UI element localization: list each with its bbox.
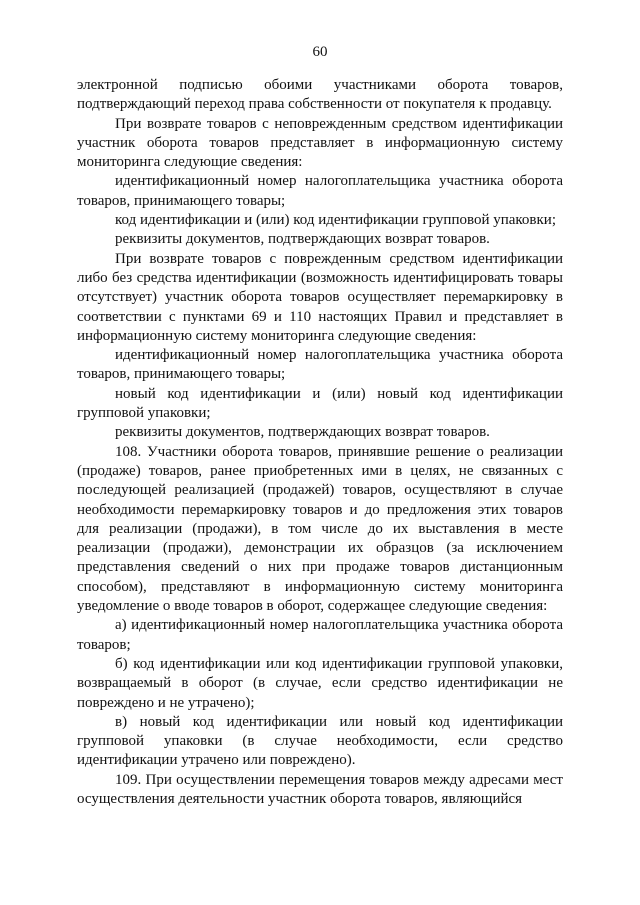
subclause-b: б) код идентификации или код идентификации групповой упаковки, возвращаемый в оборот (в случае, если средство идентификации не повреждено и не утрачено); (77, 655, 563, 711)
subclause-a: а) идентификационный номер налогоплательщика участника оборота товаров; (77, 617, 563, 653)
list-item: реквизиты документов, подтверждающих возврат товаров. (115, 231, 490, 248)
list-item: реквизиты документов, подтверждающих возврат товаров. (115, 424, 490, 441)
list-item: код идентификации и (или) код идентификации групповой упаковки; (115, 212, 556, 229)
body-text (77, 76, 563, 809)
paragraph-continuation: электронной подписью обоими участниками оборота товаров, подтверждающий переход права собственности от покупателя к продавцу. (77, 77, 563, 113)
subclause-v: в) новый код идентификации или новый код идентификации групповой упаковки (в случае необходимости, если средство идентификации утрачено или повреждено). (77, 713, 563, 769)
clause-108: 108. Участники оборота товаров, принявшие решение о реализации (продаже) товаров, ранее приобретенных ими в целях, не связанных с последующей реализацией (продажей) товаров, осуществляют в случае необходимости перемаркировку товаров и до предложения этих товаров для реализации (продажи), в том числе до их выставления в месте реализации (продажи), демонстрации их образцов (за исключением представления сведений о них при продаже товаров дистанционным способом), представляют в информационную систему мониторинга уведомление о вводе товаров в оборот, содержащее следующие сведения: (77, 443, 563, 615)
clause-109: 109. При осуществлении перемещения товаров между адресами мест осуществления деятельности участник оборота товаров, являющийся (77, 771, 563, 807)
paragraph: При возврате товаров с неповрежденным средством идентификации участник оборота товаров представляет в информационную систему мониторинга следующие сведения: (77, 115, 563, 171)
list-item: идентификационный номер налогоплательщика участника оборота товаров, принимающего товары; (77, 173, 563, 209)
list-item: идентификационный номер налогоплательщика участника оборота товаров, принимающего товары; (77, 347, 563, 383)
paragraph: При возврате товаров с поврежденным средством идентификации либо без средства идентификации (возможность идентифицировать товары отсутствует) участник оборота товаров осуществляет перемаркировку в соответствии с пунктами 69 и 110 настоящих Правил и представляет в информационную систему мониторинга следующие сведения: (77, 250, 563, 344)
page-number: 60 (312, 44, 328, 60)
list-item: новый код идентификации и (или) новый код идентификации групповой упаковки; (77, 385, 563, 422)
